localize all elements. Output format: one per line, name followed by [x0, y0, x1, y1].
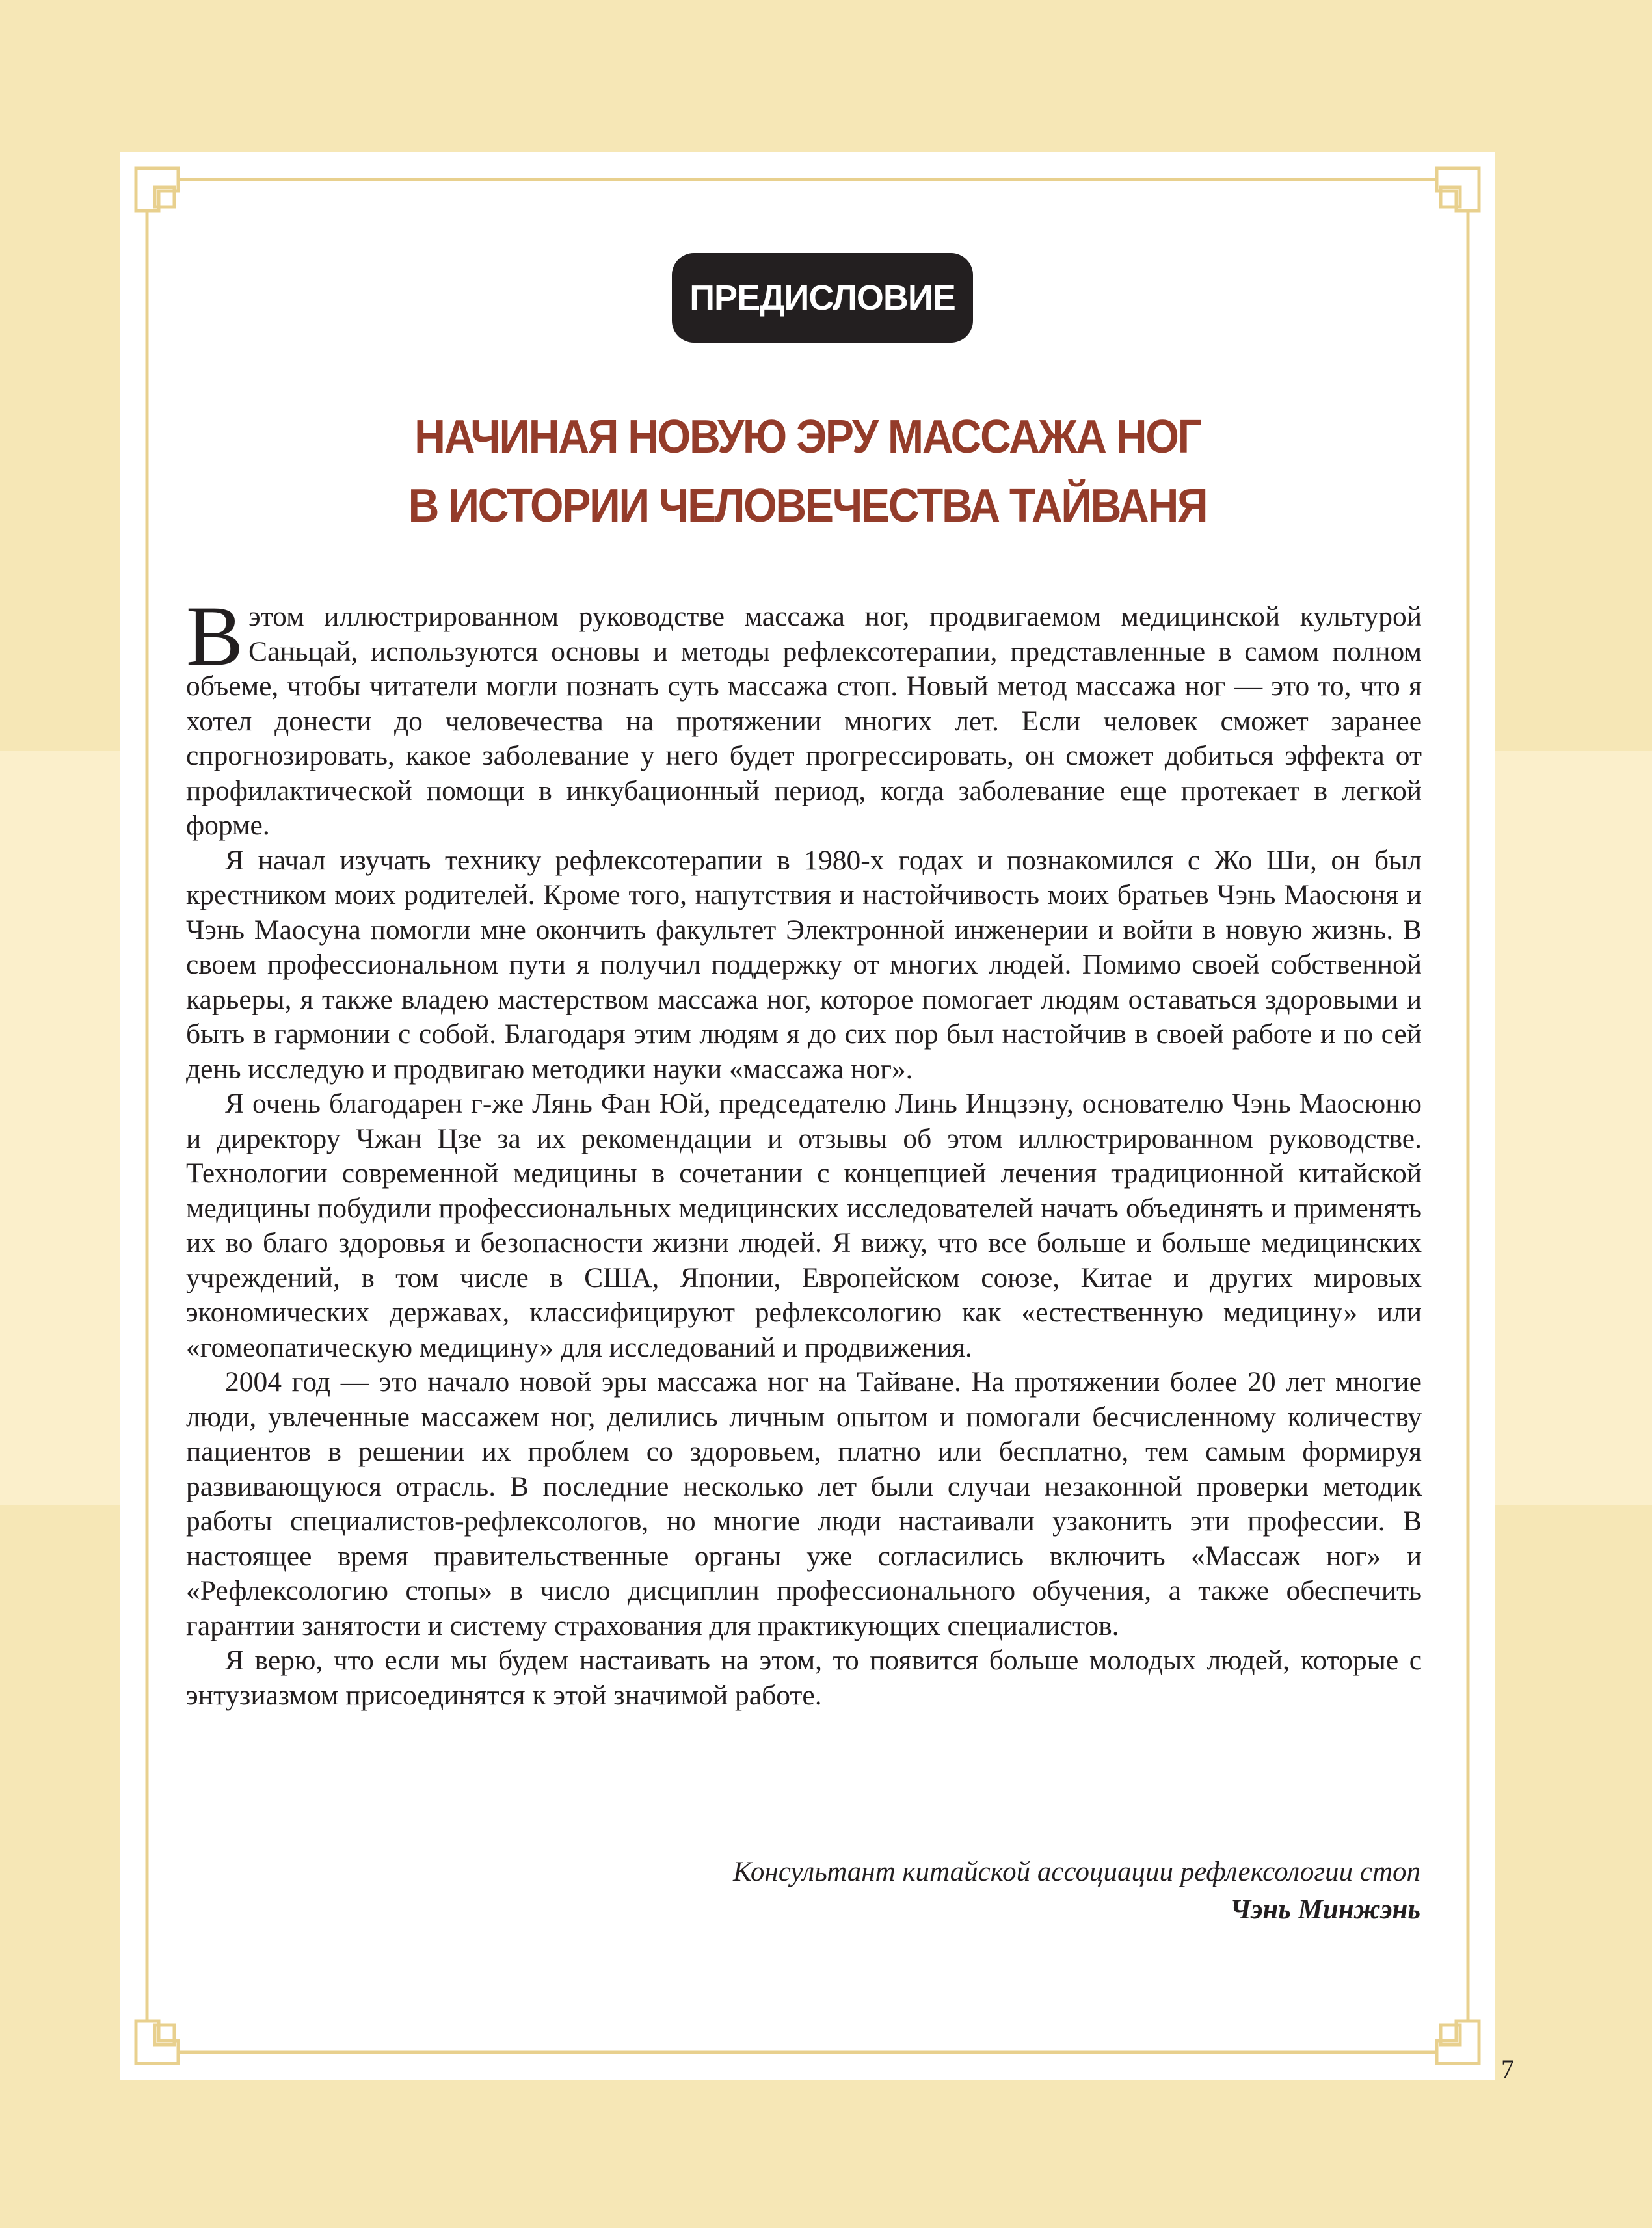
author-name: Чэнь Минжэнь — [1230, 1894, 1420, 1925]
paragraph-5: Я верю, что если мы будем настаивать на этом, то появится больше молодых людей, которые с энтузиазмом присоединятся к этой значимой работе. — [186, 1645, 1422, 1711]
section-badge: ПРЕДИСЛОВИЕ — [672, 253, 973, 343]
page-title-line-1: НАЧИНАЯ НОВУЮ ЭРУ МАССАЖА НОГ — [414, 411, 1201, 463]
article-body — [186, 588, 1422, 1713]
page-card — [120, 152, 1495, 2080]
page-number: 7 — [1501, 2054, 1514, 2084]
paragraph-1-text: этом иллюстрированном руководстве массажа ног, продвигаемом медицинской культурой Саньцай, используются основы и методы рефлексотерапии, представленные в самом полном объеме, чтобы читатели могли познать суть массажа стоп. Новый метод массажа ног — это то, что я хотел донести до человечества на протяжении многих лет. Если человек сможет заранее спрогнозировать, какое заболевание у него будет прогрессировать, он сможет добиться эффекта от профилактической помощи в инкубационный период, когда заболевание еще протекает в легкой форме. — [186, 601, 1422, 841]
paragraph-2: Я начал изучать технику рефлексотерапии в 1980-х годах и познакомился с Жо Ши, он был крестником моих родителей. Кроме того, напутствия и настойчивость моих братьев Чэнь Маосюня и Чэнь Маосуна помогли мне окончить факультет Электронной инженерии и войти в новую жизнь. В своем профессиональном пути я получил поддержку от многих людей. Помимо своей собственной карьеры, я также владею мастерством массажа ног, которое помогает людям оставаться здоровыми и быть в гармонии с собой. Благодаря этим людям я до сих пор был настойчив в своей работе и по сей день исследую и продвигаю методики науки «массажа ног». — [186, 844, 1422, 1085]
paragraph-1 — [186, 588, 1422, 843]
paragraph-3: Я очень благодарен г-же Лянь Фан Юй, председателю Линь Инцзэну, основателю Чэнь Маосюню и директору Чжан Цзе за их рекомендации и отзывы об этом иллюстрированном руководстве. Технологии современной медицины в сочетании с концепцией лечения традиционной китайской медицины побудили профессиональных медицинских исследователей начать объединять и применять их во благо здоровья и безопасности жизни людей. Я вижу, что все больше и больше медицинских учреждений, в том числе в США, Японии, Европейском союзе, Китае и других мировых экономических державах, классифицируют рефлексологию как «естественную медицину» или «гомеопатическую медицину» для исследований и продвижения. — [186, 1088, 1422, 1363]
page-title-line-2: В ИСТОРИИ ЧЕЛОВЕЧЕСТВА ТАЙВАНЯ — [408, 480, 1207, 532]
page-title — [295, 403, 1321, 540]
author-signature — [733, 1853, 1420, 1929]
drop-cap: В — [186, 588, 244, 683]
paragraph-4: 2004 год — это начало новой эры массажа ног на Тайване. На протяжении более 20 лет многие люди, увлеченные массажем ног, делились личным опытом и помогали бесчисленному количеству пациентов в решении их проблем со здоровьем, платно или бесплатно, тем самым формируя развивающуюся отрасль. В последние несколько лет были случаи незаконной проверки методик работы специалистов-рефлексологов, но многие люди настаивали узаконить эти профессии. В настоящее время правительственные органы уже согласились включить «Массаж ног» и «Рефлексологию стопы» в число дисциплин профессионального обучения, а также обеспечить гарантии занятости и систему страхования для практикующих специалистов. — [186, 1366, 1422, 1641]
author-role: Консультант китайской ассоциации рефлексологии стоп — [732, 1857, 1420, 1887]
